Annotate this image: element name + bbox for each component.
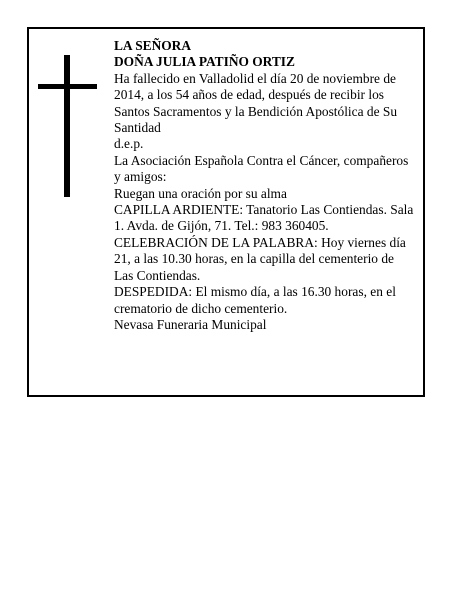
- notice-death-announcement: Ha fallecido en Valladolid el día 20 de noviembre de 2014, a los 54 años de edad, después de recibir los Santos Sacramentos y la Bendición Apostólica de Su Santidad: [114, 70, 398, 136]
- notice-rip: d.e.p.: [114, 136, 144, 152]
- cross-horizontal-bar: [38, 84, 97, 89]
- notice-prayer-request: Ruegan una oración por su alma: [114, 185, 287, 201]
- notice-farewell: DESPEDIDA: El mismo día, a las 16.30 horas, en el crematorio de dicho cementerio.: [114, 284, 396, 316]
- notice-funeral-chapel: CAPILLA ARDIENTE: Tanatorio Las Contiendas. Sala 1. Avda. de Gijón, 71. Tel.: 983 360405.: [114, 202, 414, 234]
- obituary-text: [114, 38, 414, 333]
- notice-mourners: La Asociación Española Contra el Cáncer, compañeros y amigos:: [114, 152, 409, 185]
- notice-funeral-home: Nevasa Funeraria Municipal: [114, 316, 267, 332]
- notice-deceased-name: DOÑA JULIA PATIÑO ORTIZ: [114, 54, 295, 70]
- notice-ceremony: CELEBRACIÓN DE LA PALABRA: Hoy viernes día 21, a las 10.30 horas, en la capilla del cementerio de Las Contiendas.: [114, 234, 406, 283]
- cross-vertical-bar: [64, 55, 70, 197]
- notice-heading-title: LA SEÑORA: [114, 38, 192, 53]
